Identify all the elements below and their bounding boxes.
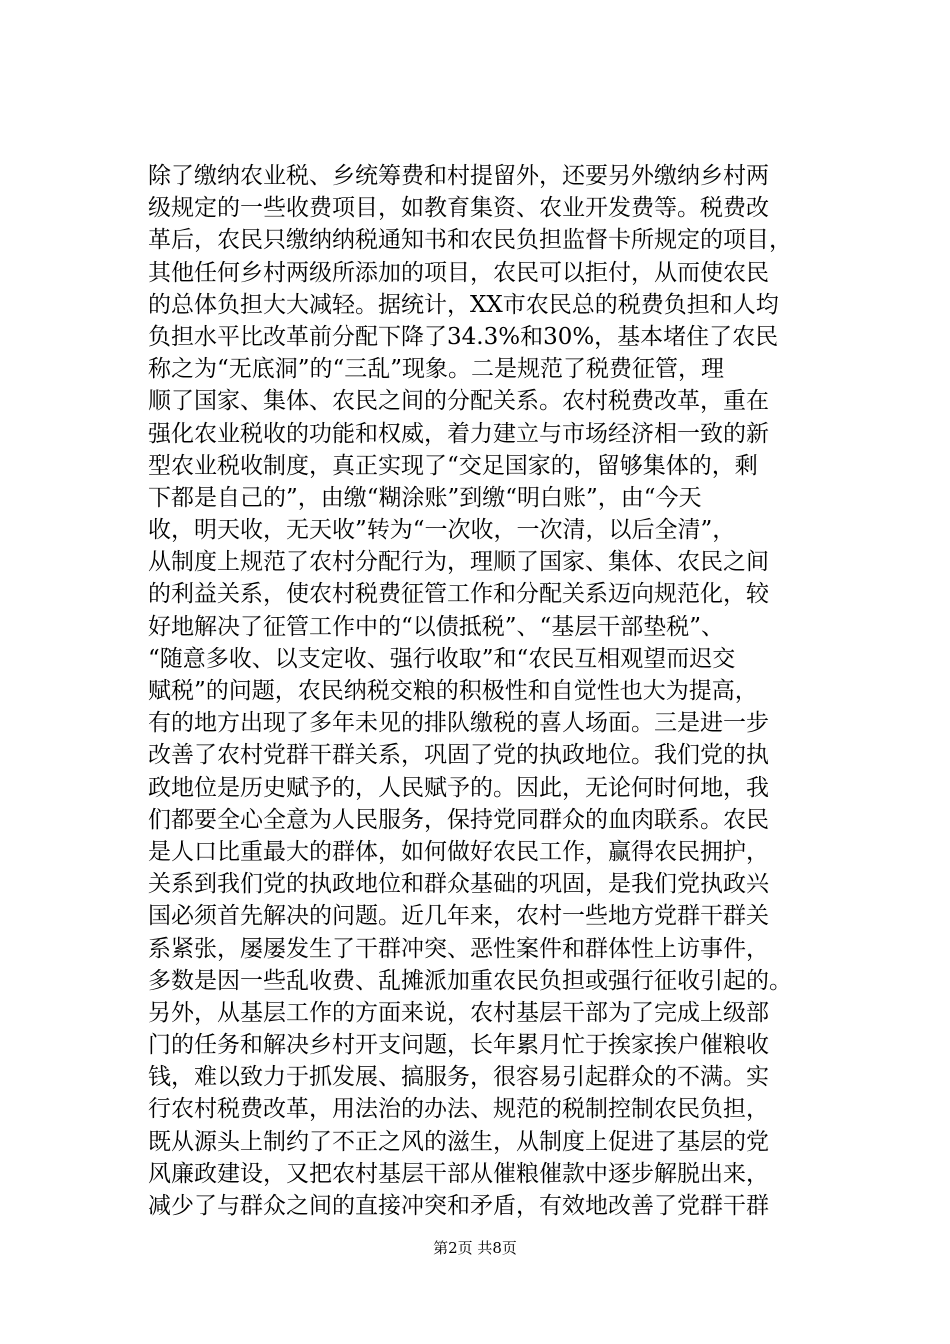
- text-line: 赋税”的问题，农民纳税交粮的积极性和自觉性也大为提高，: [148, 678, 758, 704]
- text-line: 关系到我们党的执政地位和群众基础的巩固，是我们党执政兴: [148, 871, 769, 898]
- text-line: 收，明天收，无天收”转为“一次收，一次清，以后全清”，: [148, 517, 736, 544]
- text-line: 级规定的一些收费项目，如教育集资、农业开发费等。税费改: [148, 195, 769, 222]
- text-line: 的总体负担大大减轻。据统计，XX市农民总的税费负担和人均: [148, 291, 779, 318]
- text-line: 称之为“无底洞”的“三乱”现象。二是规范了税费征管，理: [148, 356, 725, 383]
- text-line: 行农村税费改革，用法治的办法、规范的税制控制农民负担，: [148, 1096, 769, 1123]
- text-line: 国必须首先解决的问题。近几年来，农村一些地方党群干群关: [148, 903, 769, 930]
- text-line: 是人口比重最大的群体，如何做好农民工作，赢得农民拥护，: [148, 838, 769, 865]
- text-line: 风廉政建设，又把农村基层干部从催粮催款中逐步解脱出来，: [148, 1160, 769, 1187]
- text-line: 其他任何乡村两级所添加的项目，农民可以拒付，从而使农民: [148, 259, 769, 286]
- text-line: 下都是自己的”，由缴“糊涂账”到缴“明白账”，由“今天: [148, 484, 702, 511]
- text-line: 政地位是历史赋予的，人民赋予的。因此，无论何时何地，我: [148, 774, 769, 801]
- text-line: 另外，从基层工作的方面来说，农村基层干部为了完成上级部: [148, 999, 769, 1026]
- text-line: 有的地方出现了多年未见的排队缴税的喜人场面。三是进一步: [148, 710, 769, 737]
- text-line: 负担水平比改革前分配下降了34.3%和30%，基本堵住了农民: [148, 323, 779, 350]
- text-line: 从制度上规范了农村分配行为，理顺了国家、集体、农民之间: [148, 549, 769, 576]
- text-line: 多数是因一些乱收费、乱摊派加重农民负担或强行征收引起的。: [148, 967, 792, 994]
- text-line: 型农业税收制度，真正实现了“交足国家的，留够集体的，剩: [148, 452, 758, 479]
- text-line: 除了缴纳农业税、乡统筹费和村提留外，还要另外缴纳乡村两: [148, 163, 769, 189]
- page-number-footer: 第2页 共8页: [433, 1239, 517, 1257]
- text-line: 强化农业税收的功能和权威，着力建立与市场经济相一致的新: [148, 420, 769, 447]
- text-line: 的利益关系，使农村税费征管工作和分配关系迈向规范化，较: [148, 581, 769, 608]
- text-line: 顺了国家、集体、农民之间的分配关系。农村税费改革，重在: [148, 388, 769, 415]
- text-line: 既从源头上制约了不正之风的滋生，从制度上促进了基层的党: [148, 1128, 769, 1155]
- text-line: 好地解决了征管工作中的“以债抵税”、“基层干部垫税”、: [148, 613, 725, 640]
- body-text: [148, 160, 838, 1222]
- text-line: 门的任务和解决乡村开支问题，长年累月忙于挨家挨户催粮收: [148, 1032, 769, 1059]
- text-line: 钱，难以致力于抓发展、搞服务，很容易引起群众的不满。实: [148, 1064, 769, 1091]
- text-line: 系紧张，屡屡发生了干群冲突、恶性案件和群体性上访事件，: [148, 935, 769, 962]
- text-line: 革后，农民只缴纳纳税通知书和农民负担监督卡所规定的项目，: [148, 227, 792, 254]
- text-line: “随意多收、以支定收、强行收取”和“农民互相观望而迟交: [148, 645, 736, 672]
- text-line: 改善了农村党群干群关系，巩固了党的执政地位。我们党的执: [148, 742, 769, 769]
- text-line: 减少了与群众之间的直接冲突和矛盾，有效地改善了党群干群: [148, 1193, 769, 1219]
- text-line: 们都要全心全意为人民服务，保持党同群众的血肉联系。农民: [148, 806, 769, 833]
